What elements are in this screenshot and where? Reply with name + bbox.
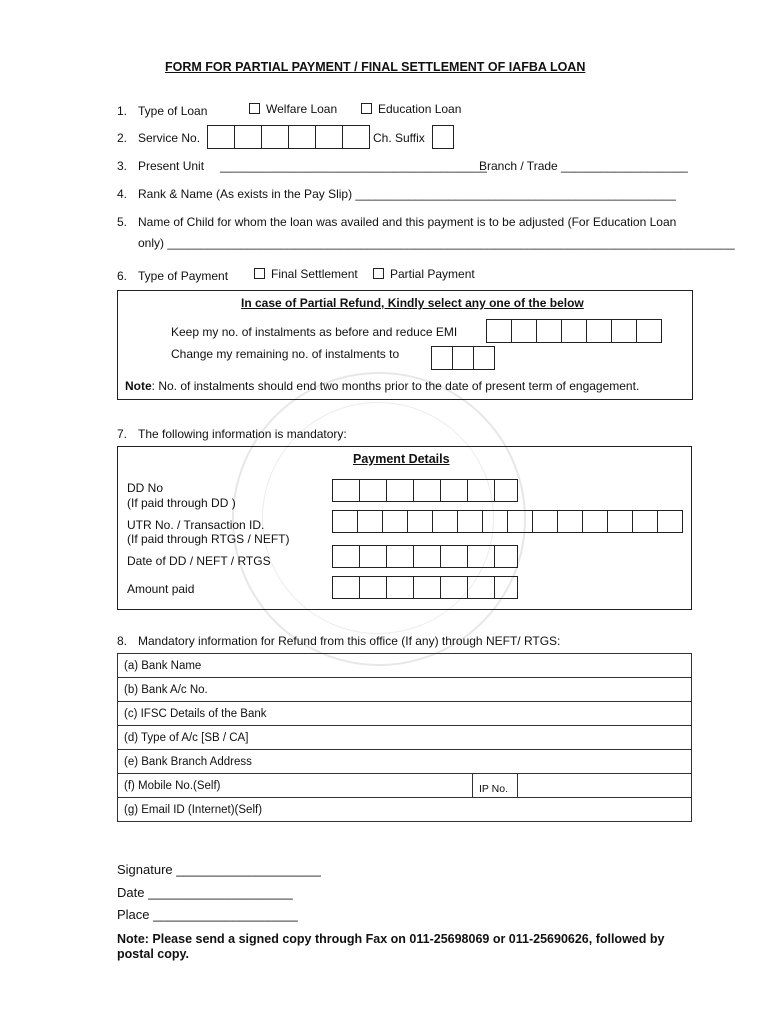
change-instalments-label: Change my remaining no. of instalments to xyxy=(171,347,400,361)
bank-details-table xyxy=(117,653,692,822)
table-row xyxy=(118,750,692,774)
form-title: FORM FOR PARTIAL PAYMENT / FINAL SETTLEMENT OF IAFBA LOAN xyxy=(165,60,586,74)
q1-label: Type of Loan xyxy=(138,104,208,118)
q3-label: Present Unit xyxy=(138,159,205,173)
table-row xyxy=(118,774,692,798)
q5-label: Name of Child for whom the loan was availed and this payment is to be adjusted (For Education Loan xyxy=(138,215,677,229)
keep-instalments-label: Keep my no. of instalments as before and reduce EMI xyxy=(171,325,458,339)
q6-label: Type of Payment xyxy=(138,269,229,283)
place-line[interactable]: Place ____________________ xyxy=(117,907,298,922)
signature-line[interactable]: Signature ____________________ xyxy=(117,862,321,877)
q8-label: Mandatory information for Refund from this office (If any) through NEFT/ RTGS: xyxy=(138,634,561,648)
welfare-loan-checkbox[interactable] xyxy=(249,103,260,114)
bank-ac-cell[interactable]: (b) Bank A/c No. xyxy=(118,678,692,702)
welfare-loan-label: Welfare Loan xyxy=(266,102,338,116)
final-settlement-option[interactable] xyxy=(254,267,358,281)
utr-sublabel: (If paid through RTGS / NEFT) xyxy=(127,532,290,546)
table-row xyxy=(118,678,692,702)
child-name-line[interactable]: only) _____________________________________________________________________________________ xyxy=(138,236,735,250)
q4-number: 4. xyxy=(117,187,128,201)
q7-number: 7. xyxy=(117,427,128,441)
dd-no-label: DD No xyxy=(127,481,164,495)
service-no-boxes[interactable] xyxy=(208,125,370,149)
date-line[interactable]: Date ____________________ xyxy=(117,885,293,900)
q1-number: 1. xyxy=(117,104,128,118)
payment-details-heading: Payment Details xyxy=(353,452,450,466)
partial-payment-checkbox[interactable] xyxy=(373,268,384,279)
q2-label: Service No. xyxy=(138,131,201,145)
branch-trade-line[interactable]: Branch / Trade ___________________ xyxy=(479,159,688,173)
table-row xyxy=(118,654,692,678)
table-row xyxy=(118,702,692,726)
ac-type-cell[interactable]: (d) Type of A/c [SB / CA] xyxy=(118,726,692,750)
dd-no-boxes[interactable] xyxy=(333,479,518,502)
branch-address-cell[interactable]: (e) Bank Branch Address xyxy=(118,750,692,774)
utr-boxes[interactable] xyxy=(333,510,683,533)
q2-number: 2. xyxy=(117,131,128,145)
ip-no-cell[interactable] xyxy=(473,774,692,798)
date-boxes[interactable] xyxy=(333,545,518,568)
date-label: Date of DD / NEFT / RTGS xyxy=(127,554,271,568)
mobile-cell[interactable]: (f) Mobile No.(Self) xyxy=(118,774,473,798)
table-row xyxy=(118,798,692,822)
q6-number: 6. xyxy=(117,269,128,283)
final-settlement-label: Final Settlement xyxy=(271,267,358,281)
ch-suffix-box[interactable] xyxy=(433,125,454,149)
bank-name-cell[interactable]: (a) Bank Name xyxy=(118,654,692,678)
ifsc-cell[interactable]: (c) IFSC Details of the Bank xyxy=(118,702,692,726)
fax-note-cont: postal copy. xyxy=(117,947,190,961)
utr-label: UTR No. / Transaction ID. xyxy=(127,518,265,532)
partial-payment-label: Partial Payment xyxy=(390,267,475,281)
rank-name-line[interactable]: Rank & Name (As exists in the Pay Slip) ________________________________________________ xyxy=(138,187,676,201)
education-loan-checkbox[interactable] xyxy=(361,103,372,114)
emi-boxes[interactable] xyxy=(487,319,662,343)
q8-number: 8. xyxy=(117,634,128,648)
present-unit-line[interactable]: ________________________________________ xyxy=(220,159,487,173)
q3-number: 3. xyxy=(117,159,128,173)
education-loan-label: Education Loan xyxy=(378,102,462,116)
q7-label: The following information is mandatory: xyxy=(138,427,347,441)
amount-boxes[interactable] xyxy=(333,576,518,599)
ip-no-label: IP No. xyxy=(479,774,518,797)
amount-label: Amount paid xyxy=(127,582,195,596)
instalment-count-boxes[interactable] xyxy=(432,346,495,370)
welfare-loan-option[interactable] xyxy=(249,102,337,116)
partial-refund-heading: In case of Partial Refund, Kindly select any one of the below xyxy=(241,296,584,310)
q5-number: 5. xyxy=(117,215,128,229)
email-cell[interactable]: (g) Email ID (Internet)(Self) xyxy=(118,798,692,822)
dd-no-sublabel: (If paid through DD ) xyxy=(127,496,236,510)
instalment-note: Note: No. of instalments should end two months prior to the date of present term of engagement. xyxy=(125,379,640,393)
table-row xyxy=(118,726,692,750)
fax-note: Note: Please send a signed copy through Fax on 011-25698069 or 011-25690626, followed by xyxy=(117,932,665,946)
partial-payment-option[interactable] xyxy=(373,267,475,281)
final-settlement-checkbox[interactable] xyxy=(254,268,265,279)
ch-suffix-label: Ch. Suffix xyxy=(373,131,425,145)
education-loan-option[interactable] xyxy=(361,102,461,116)
